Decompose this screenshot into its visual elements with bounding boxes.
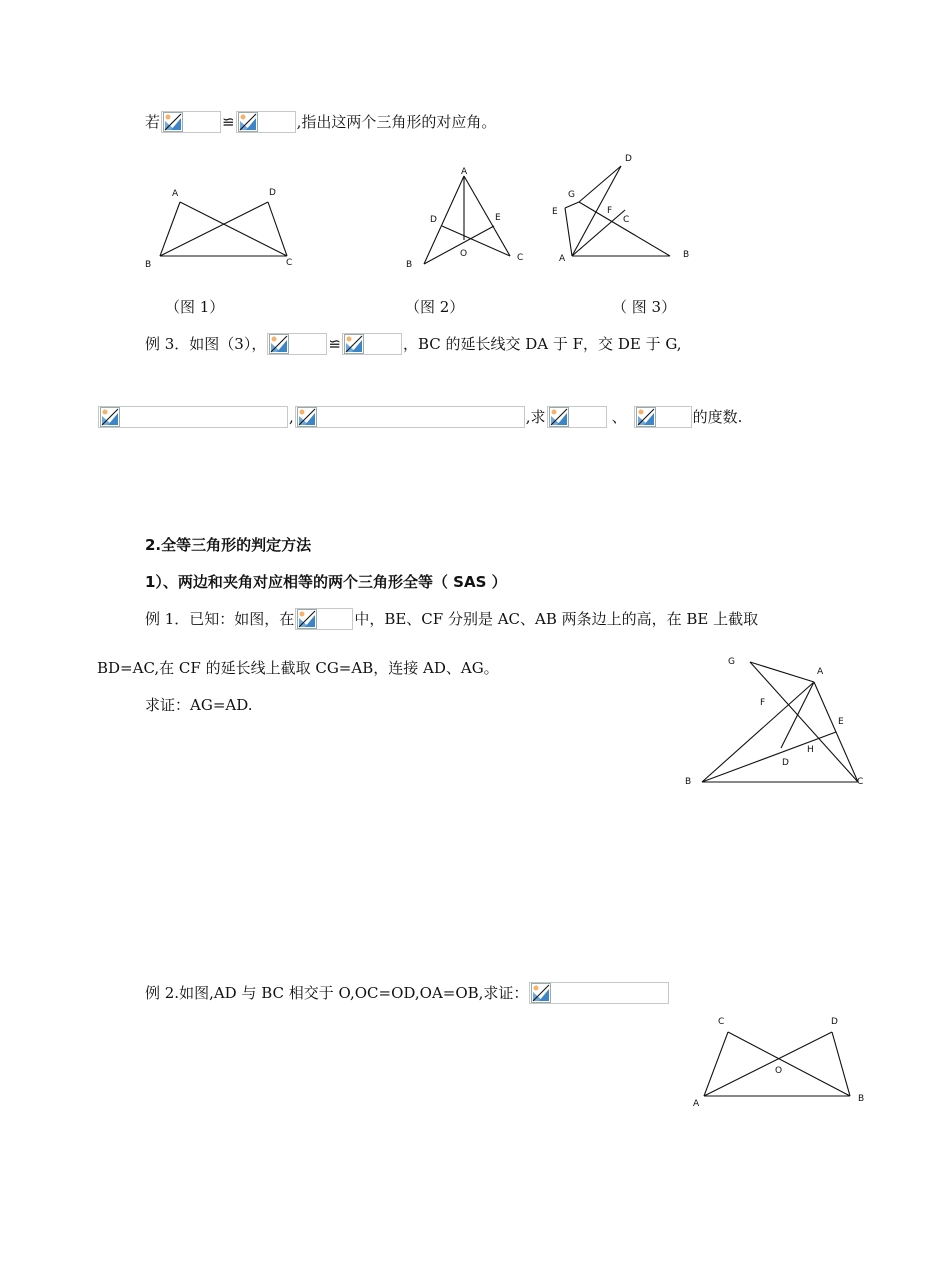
label-C: C	[857, 777, 864, 787]
text-ask: ,求	[525, 408, 546, 426]
example-1-line-2: BD=AC,在 CF 的延长线上截取 CG=AB，连接 AD、AG。	[97, 659, 499, 677]
formula-image	[236, 111, 296, 133]
broken-image-icon	[163, 112, 183, 132]
broken-image-icon	[531, 983, 551, 1003]
congruent-symbol: ≌	[328, 335, 341, 353]
label-B: B	[683, 250, 690, 260]
text-pre: 例 1．已知：如图，在	[145, 610, 295, 628]
label-B: B	[406, 260, 413, 270]
caption-fig2: （图 2）	[405, 298, 465, 316]
label-A: A	[461, 167, 468, 177]
formula-image	[98, 406, 288, 428]
broken-image-icon	[269, 334, 289, 354]
text-comma: ,	[289, 408, 294, 426]
figure-4	[680, 650, 870, 790]
formula-image	[342, 333, 402, 355]
congruent-symbol: ≌	[222, 113, 235, 131]
text-pre: 例 3．如图（3），	[145, 335, 267, 353]
section-title: 2.全等三角形的判定方法	[145, 536, 312, 554]
label-G: G	[568, 190, 575, 200]
broken-image-icon	[238, 112, 258, 132]
figure-2	[400, 160, 535, 272]
label-A: A	[817, 667, 824, 677]
label-B: B	[858, 1094, 865, 1104]
text-post: 中，BE、CF 分别是 AC、AB 两条边上的高，在 BE 上截取	[354, 610, 759, 628]
figure-1	[140, 180, 310, 275]
label-A: A	[172, 189, 179, 199]
text-post: ,指出这两个三角形的对应角。	[296, 113, 497, 131]
broken-image-icon	[549, 407, 569, 427]
broken-image-icon	[297, 407, 317, 427]
figure-3	[545, 150, 695, 268]
label-A: A	[559, 254, 566, 264]
label-C: C	[286, 258, 293, 268]
line-congruence-statement	[145, 111, 496, 133]
label-H: H	[807, 745, 814, 755]
figure-5	[680, 1010, 870, 1110]
example-2-line	[145, 982, 670, 1004]
formula-image	[267, 333, 327, 355]
broken-image-icon	[100, 407, 120, 427]
label-O: O	[775, 1066, 783, 1076]
text-separator: 、	[611, 408, 627, 426]
text-post: 的度数.	[692, 408, 743, 426]
label-E: E	[838, 717, 844, 727]
label-F: F	[607, 206, 613, 216]
label-D: D	[831, 1017, 838, 1027]
label-B: B	[145, 260, 152, 270]
broken-image-icon	[344, 334, 364, 354]
label-E: E	[495, 213, 501, 223]
label-E: E	[552, 207, 558, 217]
label-F: F	[760, 698, 766, 708]
label-C: C	[718, 1017, 725, 1027]
label-D: D	[782, 758, 789, 768]
label-O: O	[460, 249, 468, 259]
formula-image	[161, 111, 221, 133]
label-D: D	[625, 154, 632, 164]
text-pre: 例 2.如图,AD 与 BC 相交于 O,OC=OD,OA=OB,求证：	[145, 984, 529, 1002]
text-pre: 若	[145, 113, 161, 131]
label-D: D	[269, 188, 276, 198]
label-B: B	[685, 777, 692, 787]
formula-image	[547, 406, 607, 428]
formula-image	[295, 406, 525, 428]
label-D: D	[430, 215, 437, 225]
caption-fig1: （图 1）	[165, 298, 225, 316]
formula-image	[529, 982, 669, 1004]
label-C: C	[623, 215, 630, 225]
text-post: ，BC 的延长线交 DA 于 F，交 DE 于 G,	[402, 335, 682, 353]
broken-image-icon	[297, 609, 317, 629]
sas-title: 1）、两边和夹角对应相等的两个三角形全等（ SAS ）	[145, 573, 507, 591]
example-3-line-1	[145, 333, 682, 355]
example-3-line-2	[97, 406, 742, 428]
label-G: G	[728, 657, 735, 667]
formula-image	[634, 406, 692, 428]
example-1-line-1	[145, 608, 758, 630]
example-1-line-3: 求证：AG=AD.	[145, 696, 253, 714]
caption-fig3: （ 图 3）	[612, 298, 677, 316]
formula-image	[295, 608, 353, 630]
label-A: A	[693, 1099, 700, 1109]
broken-image-icon	[636, 407, 656, 427]
label-C: C	[517, 253, 524, 263]
